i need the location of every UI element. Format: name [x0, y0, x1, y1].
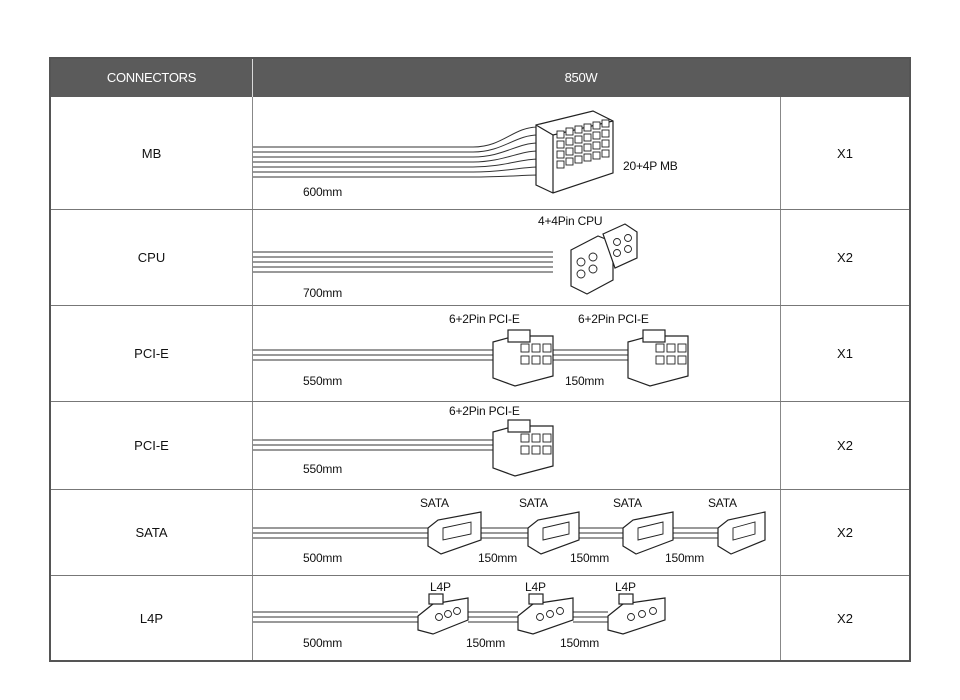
cable-length: 700mm — [303, 286, 343, 300]
cable-diagram — [253, 490, 781, 575]
segment-length: 150mm — [665, 551, 705, 565]
connector-label: SATA — [613, 496, 642, 510]
connector-label: L4P — [525, 580, 546, 594]
cable-diagram — [253, 97, 781, 209]
table-row — [51, 97, 909, 210]
connector-name: L4P — [51, 576, 253, 660]
header-model: 850W — [564, 70, 598, 85]
table-row — [51, 402, 909, 490]
connector-name: MB — [51, 97, 253, 209]
connector-quantity: X2 — [837, 610, 853, 626]
cable-length: 500mm — [303, 551, 343, 565]
connector-name: SATA — [51, 490, 253, 575]
connector-table — [49, 57, 911, 662]
table-row — [51, 306, 909, 402]
cable-diagram — [253, 210, 781, 305]
header-connectors: CONNECTORS — [106, 70, 197, 85]
connector-quantity: X1 — [837, 346, 853, 361]
connector-label: 4+4Pin CPU — [538, 214, 603, 228]
connector-label: SATA — [420, 496, 449, 510]
table-row — [51, 490, 909, 576]
connector-label: SATA — [519, 496, 548, 510]
cable-diagram — [253, 402, 781, 489]
connector-name: PCI-E — [51, 306, 253, 401]
connector-quantity: X2 — [837, 525, 853, 540]
connector-name: PCI-E — [51, 402, 253, 489]
connector-label: L4P — [430, 580, 451, 594]
segment-length: 150mm — [570, 551, 610, 565]
cable-length: 600mm — [303, 185, 343, 199]
cable-diagram — [253, 576, 781, 660]
segment-length: 150mm — [560, 636, 600, 650]
segment-length: 150mm — [478, 551, 518, 565]
cable-diagram — [253, 306, 781, 401]
connector-quantity: X2 — [837, 438, 853, 453]
connector-label: SATA — [708, 496, 737, 510]
connector-label: 6+2Pin PCI-E — [449, 404, 520, 418]
connector-quantity: X2 — [837, 250, 853, 265]
connector-quantity: X1 — [837, 145, 853, 161]
connector-label: 20+4P MB — [623, 159, 678, 173]
table-row — [51, 210, 909, 306]
connector-name: CPU — [51, 210, 253, 305]
cable-length: 500mm — [303, 636, 343, 650]
table-header — [51, 59, 909, 97]
connector-label: 6+2Pin PCI-E — [449, 312, 520, 326]
cable-length: 550mm — [303, 462, 343, 476]
table-row — [51, 576, 909, 660]
connector-label: L4P — [615, 580, 636, 594]
cable-length: 550mm — [303, 374, 343, 388]
segment-length: 150mm — [565, 374, 605, 388]
connector-label: 6+2Pin PCI-E — [578, 312, 649, 326]
segment-length: 150mm — [466, 636, 506, 650]
